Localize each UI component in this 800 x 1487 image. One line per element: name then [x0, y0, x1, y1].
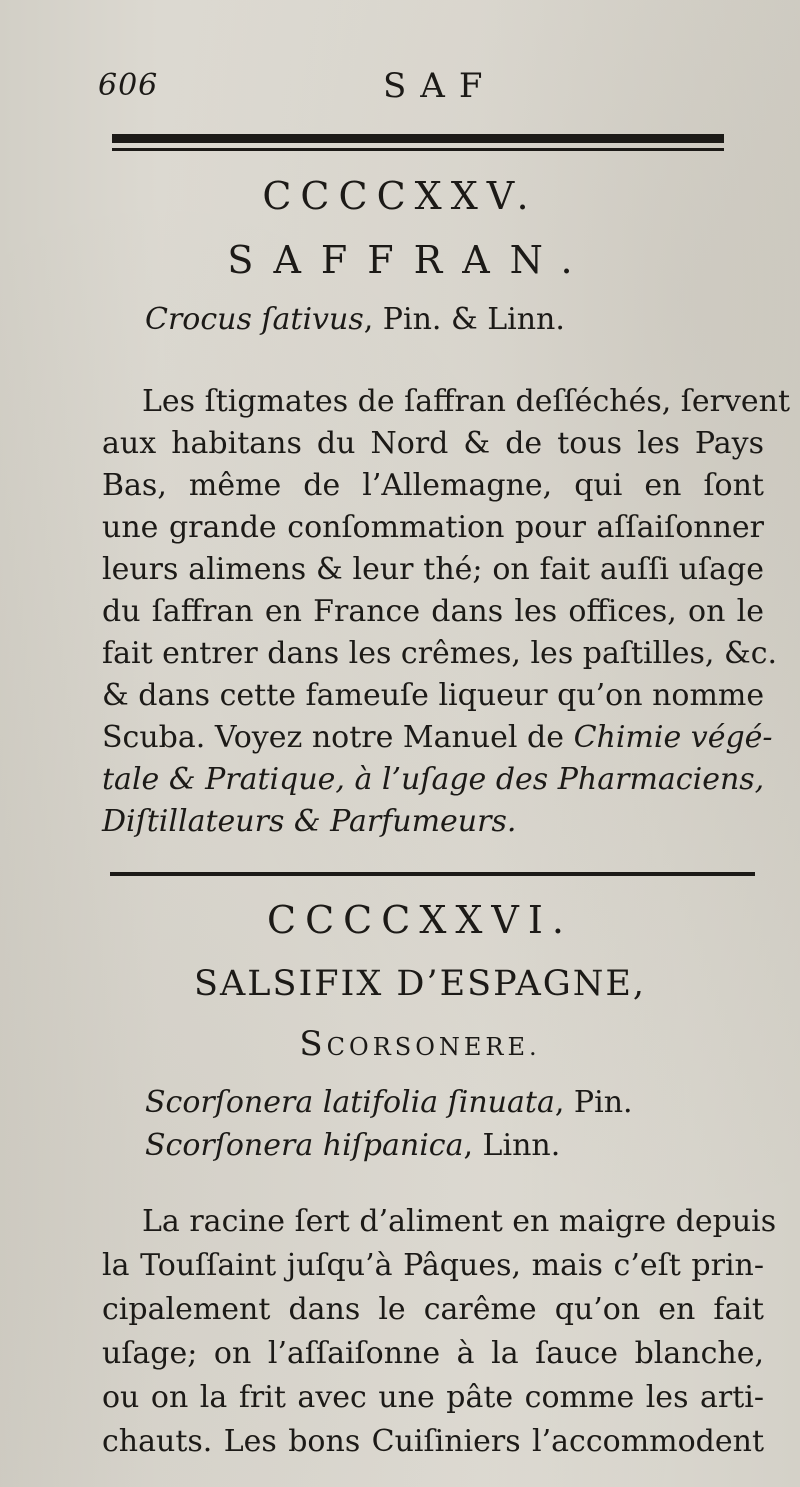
section-2-synonym-2-latin: Scorſonera hiſpanica — [145, 1128, 464, 1163]
section-2-subtitle — [80, 1024, 760, 1064]
section-1-text-line-11 — [102, 802, 764, 842]
section-2-text-line-6: chauts. Les bons Cuiſiniers l’accommodent — [102, 1424, 764, 1459]
section-1-text-line-8: & dans cette fameuſe liqueur qu’on nomme — [102, 678, 765, 713]
header-rule-thick — [112, 134, 724, 143]
section-1-number: CCCCXXV. — [262, 174, 538, 218]
section-2-text-line-3: cipalement dans le carême qu’on en fait — [102, 1292, 764, 1327]
section-1-text-line-11-italic: Diſtillateurs & Parfumeurs. — [102, 804, 517, 839]
section-1-synonym — [145, 302, 565, 337]
section-2-synonym-1 — [145, 1085, 633, 1120]
header-double-rule — [112, 134, 724, 154]
section-2-text-line-4: uſage; on l’aſſaiſonne à la ſauce blanche, — [102, 1336, 764, 1371]
section-1-synonym-latin: Crocus ſativus — [145, 302, 364, 337]
page-number: 606 — [98, 68, 159, 103]
section-1-text-line-5: leurs alimens & leur thé; on fait auſſi uſage — [102, 552, 764, 587]
running-head: SAF — [383, 66, 497, 106]
section-1-text-line-4: une grande conſommation pour aſſaiſonner — [102, 510, 764, 545]
section-divider-rule — [110, 872, 755, 876]
section-2-text-line-2: la Touſſaint juſqu’à Pâques, mais c’eſt prin- — [102, 1248, 764, 1283]
section-1-title: SAFFRAN. — [227, 238, 593, 282]
section-1-text-line-1: Les ſtigmates de ſaffran deſſéchés, ſervent — [142, 384, 791, 419]
section-2-synonym-1-authors: , Pin. — [554, 1085, 633, 1120]
section-2-text-line-5: ou on la frit avec une pâte comme les arti- — [102, 1380, 764, 1415]
section-1-text-line-6: du ſaffran en France dans les offices, on le — [102, 594, 764, 629]
section-2-synonym-2-authors: , Linn. — [463, 1128, 561, 1163]
section-2-subtitle-initial: S — [299, 1024, 327, 1064]
section-1-text-line-2: aux habitans du Nord & de tous les Pays — [102, 426, 764, 461]
section-1-text-line-10-italic: tale & Pratique, à l’uſage des Pharmaciens, — [102, 762, 765, 797]
section-2-number: CCCCXXVI. — [267, 898, 573, 942]
section-2-synonym-2 — [145, 1128, 560, 1163]
section-1-text-line-9-plain: Scuba. Voyez notre Manuel de — [102, 720, 574, 755]
section-2-title: SALSIFIX D’ESPAGNE, — [193, 964, 647, 1004]
section-1-text-line-10 — [102, 760, 764, 800]
header-rule-thin — [112, 148, 724, 151]
section-2-synonym-1-latin: Scorſonera latifolia ſinuata — [145, 1085, 555, 1120]
section-1-text-line-9-italic: Chimie végé- — [573, 720, 773, 755]
section-1-text-line-9 — [102, 718, 773, 758]
section-2-text-line-1: La racine ſert d’aliment en maigre depuis — [142, 1204, 777, 1239]
section-1-text-line-7: fait entrer dans les crêmes, les paſtilles, &c. — [102, 636, 778, 671]
section-1-synonym-authors: , Pin. & Linn. — [363, 302, 565, 337]
section-1-text-line-3: Bas, même de l’Allemagne, qui en ſont — [102, 468, 764, 503]
section-2-subtitle-rest: CORSONERE. — [326, 1033, 541, 1061]
